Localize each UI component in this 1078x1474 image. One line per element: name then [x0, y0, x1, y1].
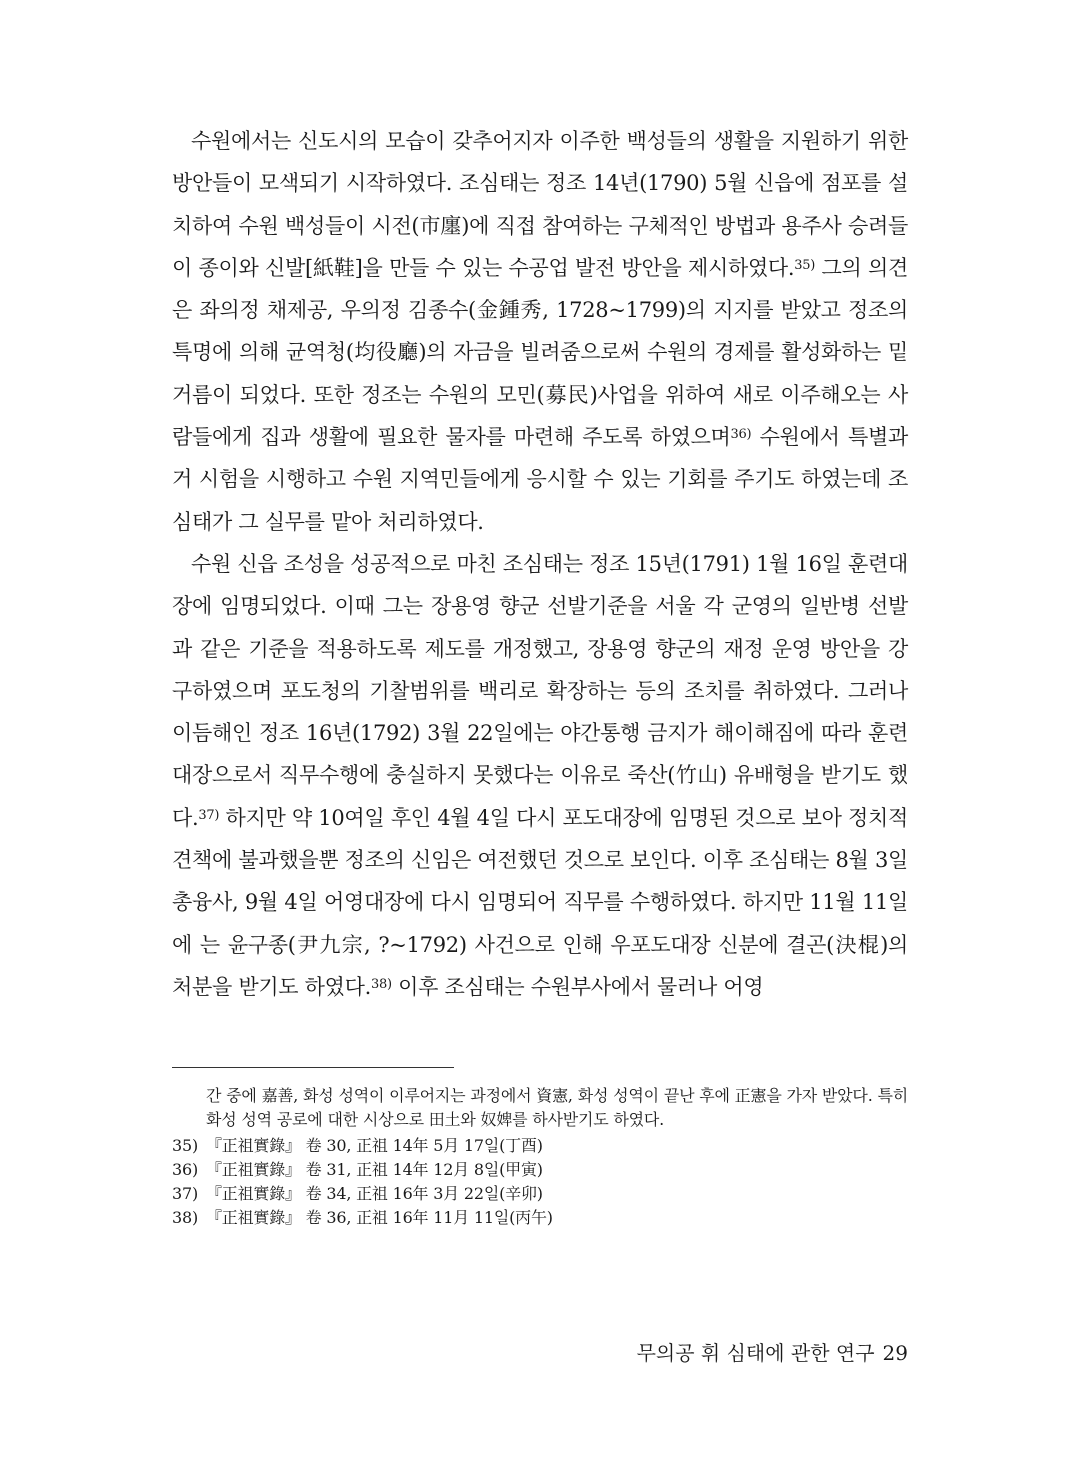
paragraph-1-text-b: 그의 의견은 좌의정 채제공, 우의정 김종수(金鍾秀, 1728~1799)의 지지를 받았고 정조의 특명에 의해 균역청(均役廳)의 자금을 빌려줌으로써 수원의 경제를 활성화하는 밑거름이 되었다. 또한 정조는 수원의 모민(募民)사업을 위하여 새로 이주해오는 사람들에게 집과 생활에 필요한 물자를 마련해 주도록 하였으며 — [172, 255, 908, 450]
paragraph-2-text-c: 이후 조심태는 수원부사에서 물러나 어영 — [391, 974, 764, 999]
footnotes — [172, 1084, 908, 1230]
footnote-text: 『正祖實錄』 卷 30, 正祖 14年 5月 17일(丁酉) — [206, 1136, 543, 1155]
paragraph-2 — [172, 543, 908, 1008]
footnote-ref-37: 37) — [198, 807, 220, 823]
paragraph-2-text-b: 하지만 약 10여일 후인 4월 4일 다시 포도대장에 임명된 것으로 보아 정치적 견책에 불과했을뿐 정조의 신임은 여전했던 것으로 보인다. 이후 조심태는 8월 3일 총융사, 9월 4일 어영대장에 다시 임명되어 직무를 수행하였다. 하지만 11월 11일에 는 윤구종(尹九宗, ?~1792) 사건으로 인해 우포도대장 신분에 결곤(決棍)의 처분을 받기도 하였다. — [172, 805, 908, 999]
footnote-number: 36) — [172, 1160, 199, 1179]
footnote-37 — [172, 1182, 908, 1206]
footnote-text: 『正祖實錄』 卷 34, 正祖 16年 3月 22일(辛卯) — [206, 1184, 543, 1203]
footnote-ref-36: 36) — [730, 427, 752, 443]
paragraph-1 — [172, 120, 908, 543]
footnote-ref-35: 35) — [794, 257, 816, 273]
footnote-number: 38) — [172, 1208, 199, 1227]
footnote-38 — [172, 1206, 908, 1230]
footnote-ref-38: 38) — [371, 976, 392, 992]
footnote-35 — [172, 1134, 908, 1158]
footnote-divider — [172, 1067, 454, 1068]
paragraph-1-text-a: 수원에서는 신도시의 모습이 갖추어지자 이주한 백성들의 생활을 지원하기 위한 방안들이 모색되기 시작하였다. 조심태는 정조 14년(1790) 5월 신읍에 점포를 설치하여 수원 백성들이 시전(市廛)에 직접 참여하는 구체적인 방법과 용주사 승려들이 종이와 신발[紙鞋]을 만들 수 있는 수공업 발전 방안을 제시하였다. — [172, 129, 908, 280]
footnote-continuation: 간 중에 嘉善, 화성 성역이 이루어지는 과정에서 資憲, 화성 성역이 끝난 후에 正憲을 가자 받았다. 특히 화성 성역 공로에 대한 시상으로 田土와 奴婢를 하사받기도 하였다. — [206, 1086, 908, 1129]
footnote-text: 『正祖實錄』 卷 31, 正祖 14年 12月 8일(甲寅) — [206, 1160, 543, 1179]
paragraph-1-text-c: 수원에서 특별과거 시험을 시행하고 수원 지역민들에게 응시할 수 있는 기회를 주기도 하였는데 조심태가 그 실무를 맡아 처리하였다. — [172, 425, 908, 534]
footnote-36 — [172, 1158, 908, 1182]
footnote-text: 『正祖實錄』 卷 36, 正祖 16年 11月 11일(丙午) — [206, 1208, 553, 1227]
page-number: 29 — [882, 1341, 908, 1365]
running-footer — [637, 1337, 908, 1366]
paragraph-2-text-a: 수원 신읍 조성을 성공적으로 마친 조심태는 정조 15년(1791) 1월 16일 훈련대장에 임명되었다. 이때 그는 장용영 향군 선발기준을 서울 각 군영의 일반병 선발과 같은 기준을 적용하도록 제도를 개정했고, 장용영 향군의 재정 운영 방안을 강구하였으며 포도청의 기찰범위를 백리로 확장하는 등의 조치를 취하였다. 그러나 이듬해인 정조 16년(1792) 3월 22일에는 야간통행 금지가 해이해짐에 따라 훈련대장으로서 직무수행에 충실하지 못했다는 이유로 죽산(竹山) 유배형을 받기도 했다. — [172, 551, 908, 830]
footnote-number: 37) — [172, 1184, 199, 1203]
running-title: 무의공 휘 심태에 관한 연구 — [636, 1341, 875, 1365]
body-text — [172, 120, 908, 1008]
footnote-number: 35) — [172, 1136, 199, 1155]
